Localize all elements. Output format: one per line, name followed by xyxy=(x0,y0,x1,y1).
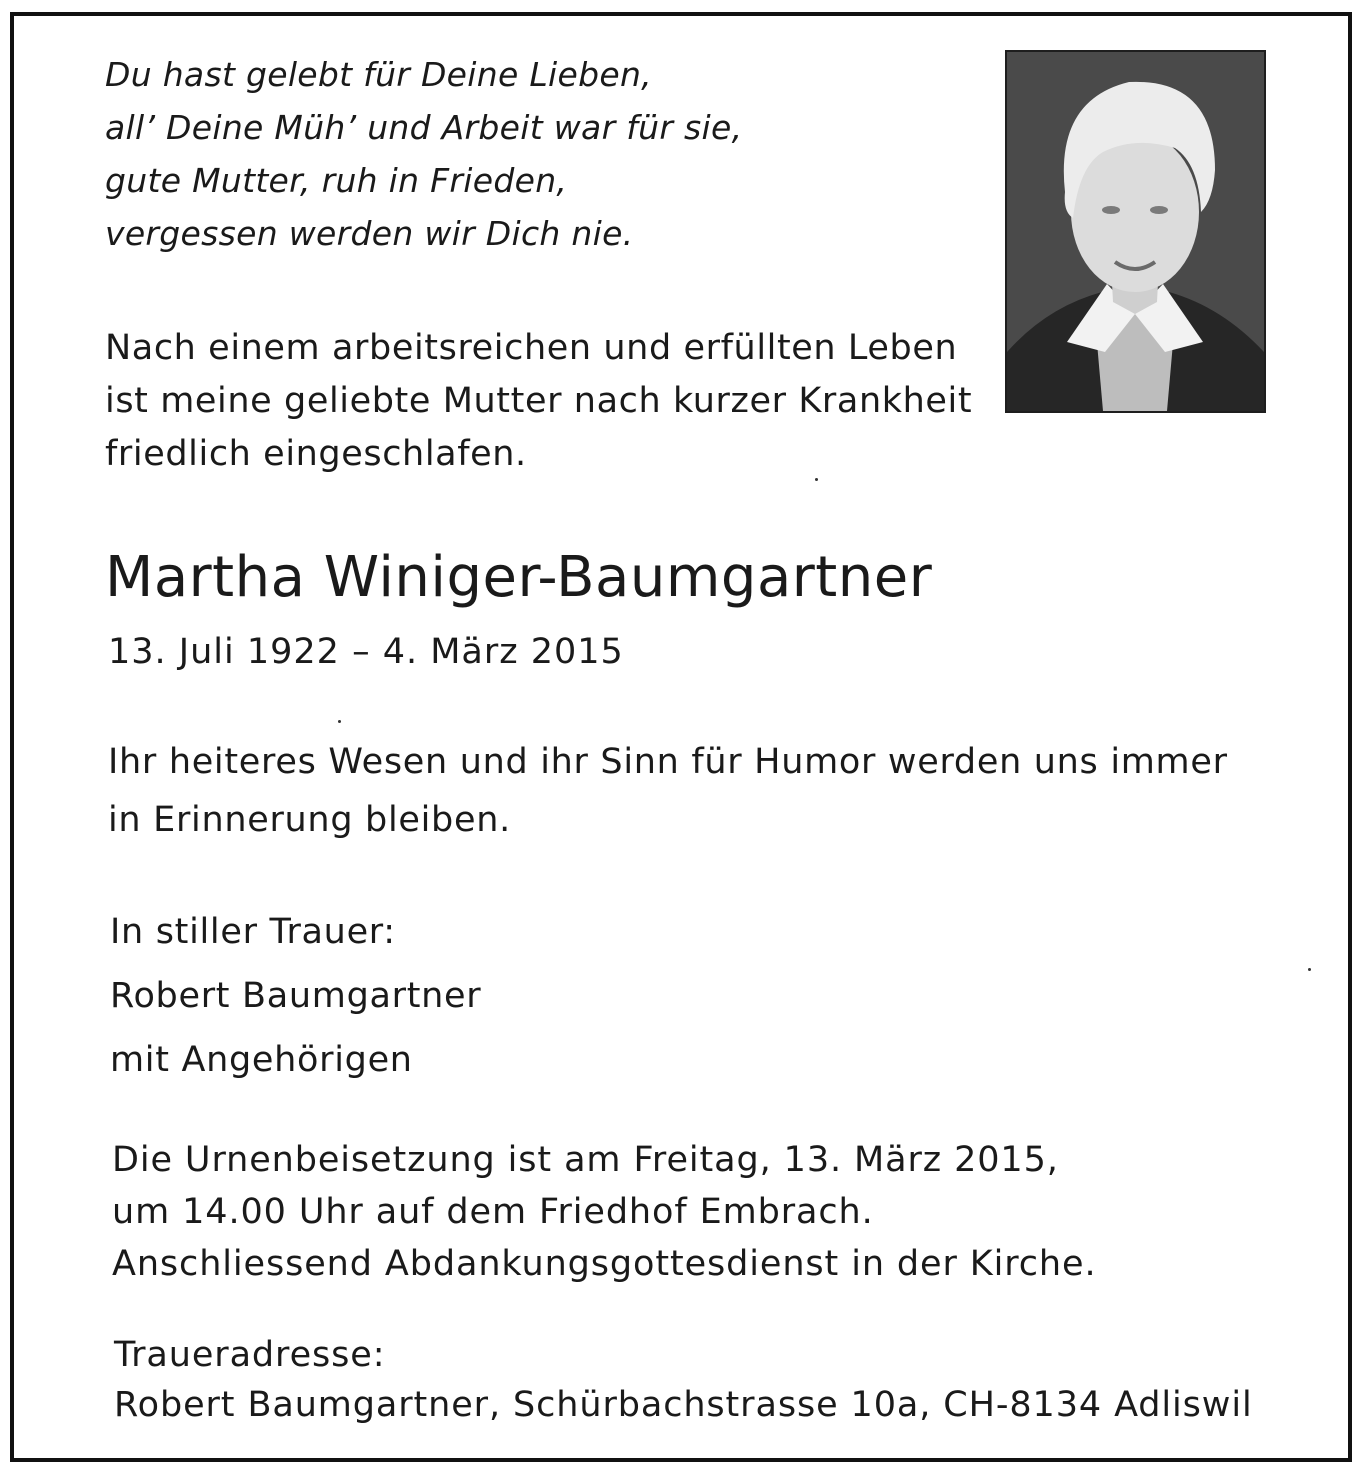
poem-line: vergessen werden wir Dich nie. xyxy=(105,214,634,253)
tribute-line: Ihr heiteres Wesen und ihr Sinn für Humor werden uns immer xyxy=(108,742,1228,782)
portrait-icon xyxy=(1007,52,1264,411)
mourners-section xyxy=(110,900,481,1092)
funeral-line: Die Urnenbeisetzung ist am Freitag, 13. März 2015, xyxy=(112,1140,1059,1180)
intro-text xyxy=(105,322,972,481)
funeral-line: Anschliessend Abdankungsgottesdienst in der Kirche. xyxy=(112,1244,1097,1284)
tribute-line: in Erinnerung bleiben. xyxy=(108,800,511,840)
intro-line: ist meine geliebte Mutter nach kurzer Krankheit xyxy=(105,381,973,421)
mourner-name: mit Angehörigen xyxy=(110,1040,413,1080)
print-speck xyxy=(338,720,341,723)
funeral-line: um 14.00 Uhr auf dem Friedhof Embrach. xyxy=(112,1192,874,1232)
intro-line: friedlich eingeschlafen. xyxy=(105,434,527,474)
address-line: Robert Baumgartner, Schürbachstrasse 10a, CH-8134 Adliswil xyxy=(114,1385,1253,1425)
intro-line: Nach einem arbeitsreichen und erfüllten Leben xyxy=(105,328,958,368)
print-speck xyxy=(1308,968,1311,971)
tribute-text xyxy=(108,733,1228,849)
print-speck xyxy=(815,478,818,481)
address-heading: Traueradresse: xyxy=(114,1335,386,1375)
mourners-heading: In stiller Trauer: xyxy=(110,912,396,952)
poem-line: all’ Deine Müh’ und Arbeit war für sie, xyxy=(105,108,743,147)
life-dates: 13. Juli 1922 – 4. März 2015 xyxy=(108,632,624,672)
memorial-poem xyxy=(105,48,742,260)
mourner-name: Robert Baumgartner xyxy=(110,976,482,1016)
poem-line: Du hast gelebt für Deine Lieben, xyxy=(105,55,652,94)
poem-line: gute Mutter, ruh in Frieden, xyxy=(105,161,568,200)
mourning-address xyxy=(114,1330,1253,1430)
deceased-name: Martha Winiger-Baumgartner xyxy=(105,545,933,610)
funeral-info xyxy=(112,1134,1096,1290)
portrait-photo xyxy=(1005,50,1266,413)
